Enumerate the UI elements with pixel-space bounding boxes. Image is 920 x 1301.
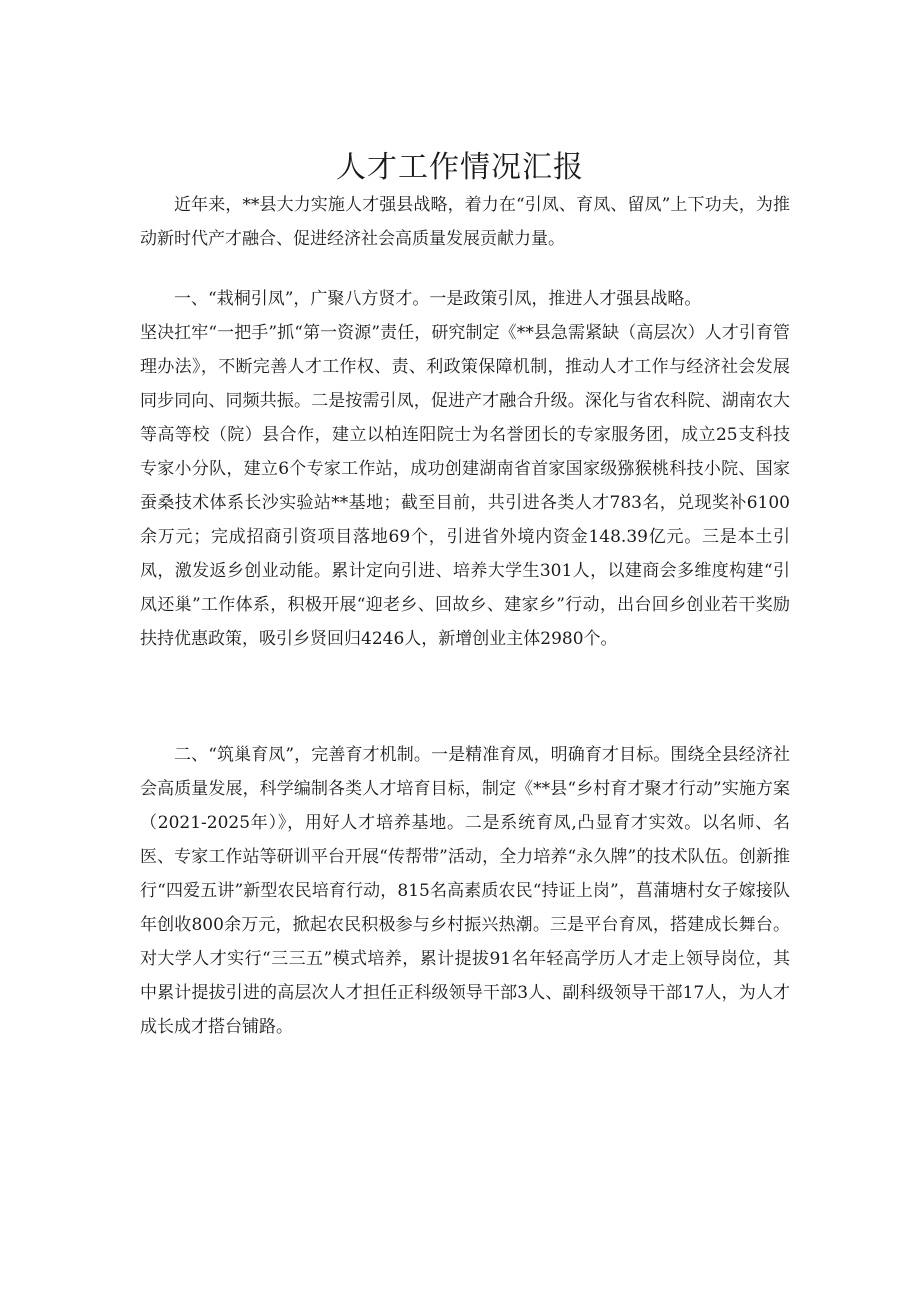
section-two-paragraph: 二、“筑巢育凤”，完善育才机制。一是精准育凤，明确育才目标。围绕全县经济社会高质量发展，科学编制各类人才培育目标，制定《**县“乡村育才聚才行动”实施方案（2021-2025年）》，用好人才培养基地。二是系统育凤,凸显育才实效。以名师、名医、专家工作站等研训平台开展“传帮带”活动，全力培养“永久牌”的技术队伍。创新推行“四爱五讲”新型农民培育行动，815名高素质农民“持证上岗”，菖蒲塘村女子嫁接队年创收800余万元，掀起农民积极参与乡村振兴热潮。三是平台育凤，搭建成长舞台。对大学人才实行“三三五”模式培养，累计提拔91名年轻高学历人才走上领导岗位，其中累计提拔引进的高层次人才担任正科级领导干部3人、副科级领导干部17人，为人才成长成才搭台铺路。 bbox=[140, 745, 790, 1037]
section-one-body: 坚决扛牢“一把手”抓“第一资源”责任，研究制定《**县急需紧缺（高层次）人才引育管理办法》，不断完善人才工作权、责、利政策保障机制，推动人才工作与经济社会发展同步同向、同频共振。二是按需引凤，促进产才融合升级。深化与省农科院、湖南农大等高等校（院）县合作，建立以柏连阳院士为名誉团长的专家服务团，成立25支科技专家小分队，建立6个专家工作站，成功创建湖南省首家国家级猕猴桃科技小院、国家蚕桑技术体系长沙实验站**基地；截至目前，共引进各类人才783名，兑现奖补6100余万元；完成招商引资项目落地69个，引进省外境内资金148.39亿元。三是本土引凤，激发返乡创业动能。累计定向引进、培养大学生301人，以建商会多维度构建“引凤还巢”工作体系，积极开展“迎老乡、回故乡、建家乡”行动，出台回乡创业若干奖励扶持优惠政策，吸引乡贤回归4246人，新增创业主体2980个。 bbox=[140, 323, 790, 649]
document-title: 人才工作情况汇报 bbox=[336, 150, 584, 186]
intro-paragraph: 近年来，**县大力实施人才强县战略，着力在“引凤、育凤、留凤”上下功夫，为推动新时代产才融合、促进经济社会高质量发展贡献力量。 bbox=[140, 195, 790, 249]
section-one-heading: 一、“栽桐引凤”，广聚八方贤才。一是政策引凤，推进人才强县战略。 bbox=[174, 289, 702, 309]
